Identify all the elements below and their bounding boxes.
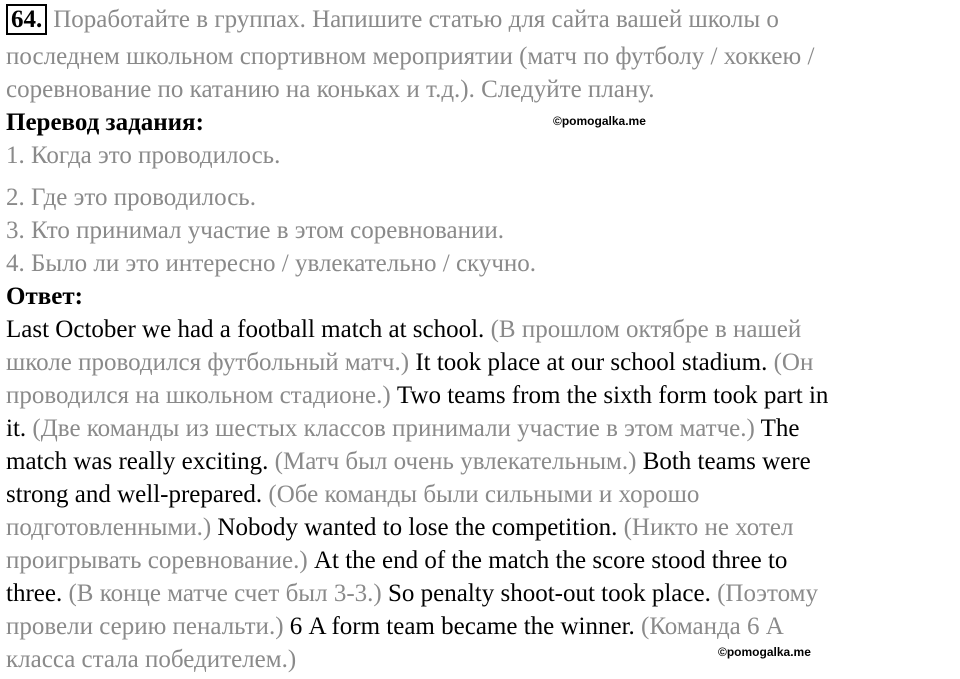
answer-translation: (В прошлом октябре в нашей: [490, 316, 802, 343]
answer-sentence: 6 A form team became the winner.: [289, 613, 635, 640]
answer-line-7: [6, 511, 793, 544]
answer-sentence: Nobody wanted to lose the competition.: [217, 514, 618, 541]
task-number: 64.: [6, 4, 47, 35]
answer-translation: школе проводился футбольный матч.): [6, 349, 410, 376]
answer-sentence: three.: [6, 580, 63, 607]
translation-heading: Перевод задания:: [6, 109, 204, 136]
answer-sentence: strong and well-prepared.: [6, 481, 263, 508]
answer-line-2: [6, 346, 813, 379]
answer-translation: (Никто не хотел: [623, 514, 794, 541]
answer-line-11: [6, 643, 296, 676]
translation-item-2: 2. Где это проводилось.: [6, 184, 256, 211]
answer-line-9: [6, 577, 818, 610]
answer-translation: (Обе команды были сильными и хорошо: [268, 481, 700, 508]
answer-sentence: So penalty shoot-out took place.: [387, 580, 711, 607]
answer-translation: (Две команды из шестых классов принимали участие в этом матче.): [32, 415, 755, 442]
answer-translation: проводился на школьном стадионе.): [6, 382, 391, 409]
task-text-1: Поработайте в группах. Напишите статью для сайта вашей школы о: [53, 6, 779, 33]
answer-line-8: [6, 544, 787, 577]
answer-sentence: Both teams were: [642, 448, 811, 475]
answer-translation: (Поэтому: [717, 580, 818, 607]
answer-translation: (Матч был очень увлекательным.): [274, 448, 637, 475]
answer-sentence: it.: [6, 415, 27, 442]
translation-item-3: 3. Кто принимал участие в этом соревновании.: [6, 217, 504, 244]
answer-sentence: The: [760, 415, 800, 442]
answer-translation: проигрывать соревнование.): [6, 547, 308, 574]
answer-sentence: match was really exciting.: [6, 448, 269, 475]
answer-translation: (Он: [773, 349, 814, 376]
answer-line-1: [6, 313, 801, 346]
answer-line-5: [6, 445, 811, 478]
answer-sentence: Last October we had a football match at school.: [6, 316, 485, 343]
answer-sentence: At the end of the match the score stood three to: [313, 547, 788, 574]
translation-item-4: 4. Было ли это интересно / увлекательно / скучно.: [6, 250, 537, 277]
answer-heading: Ответ:: [6, 283, 83, 310]
watermark-top: ©pomogalka.me: [553, 114, 646, 128]
answer-translation: подготовленными.): [6, 514, 212, 541]
answer-translation: (В конце матче счет был 3-3.): [68, 580, 382, 607]
task-line-2: последнем школьном спортивном мероприятии (матч по футболу / хоккею /: [6, 43, 815, 70]
answer-line-6: [6, 478, 699, 511]
answer-line-3: [6, 379, 828, 412]
answer-line-4: [6, 412, 800, 445]
answer-translation: провели серию пенальти.): [6, 613, 284, 640]
answer-line-10: [6, 610, 784, 643]
answer-translation: (Команда 6 А: [641, 613, 784, 640]
translation-item-1: 1. Когда это проводилось.: [6, 142, 281, 169]
task-line-3: соревнование по катанию на коньках и т.д.). Следуйте плану.: [6, 76, 655, 103]
watermark-bottom: ©pomogalka.me: [718, 645, 811, 659]
answer-translation: класса стала победителем.): [6, 646, 297, 673]
task-line-1: [6, 3, 779, 36]
answer-sentence: Two teams from the sixth form took part in: [396, 382, 829, 409]
answer-sentence: It took place at our school stadium.: [415, 349, 768, 376]
